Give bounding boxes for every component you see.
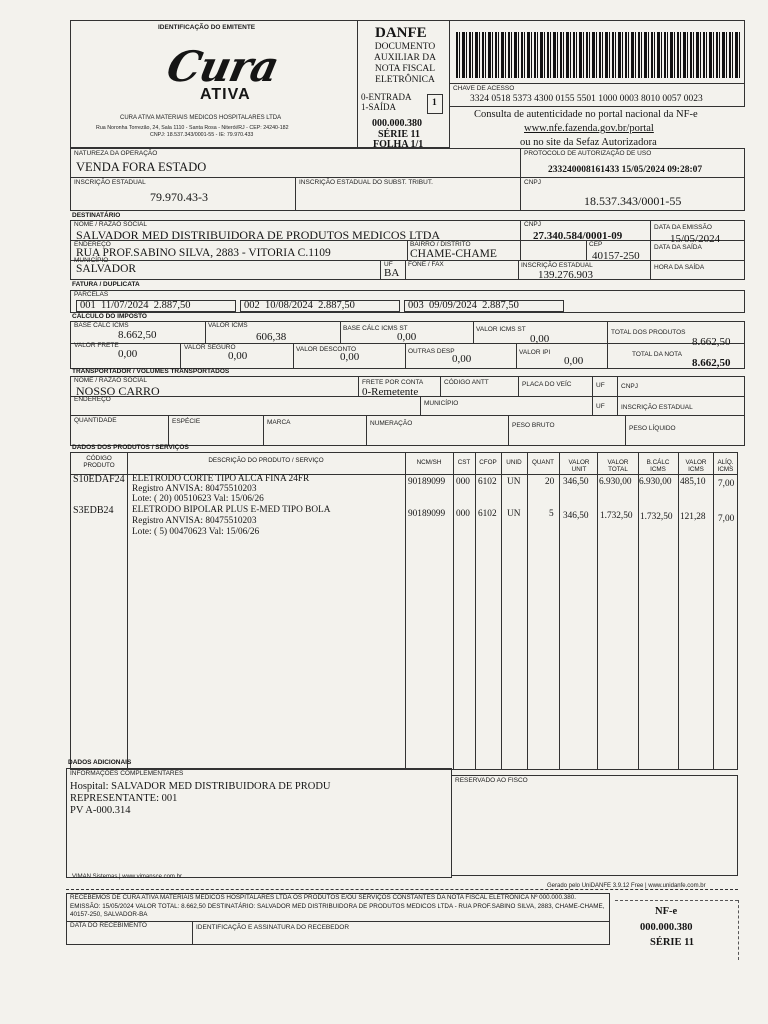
emitente-address: Rua Noronha Torrezão, 24, Sala 1110 - Santa Rosa - Niterói/RJ - CEP: 24240-182: [96, 125, 289, 131]
th-bc: B.CÁLC ICMS: [646, 459, 670, 473]
dest-municipio: SALVADOR: [76, 263, 137, 275]
valor-icms: 606,38: [256, 331, 287, 343]
desconto-label: VALOR DESCONTO: [296, 346, 357, 353]
danfe-numero: 000.000.380: [372, 118, 422, 129]
dest-uf: BA: [384, 267, 400, 279]
footer-right: Gerado pelo UniDANFE 3.9.12 Free | www.unidanfe.com.br: [547, 883, 706, 889]
info-line2: REPRESENTANTE: 001: [70, 793, 178, 804]
info-line3: PV A-000.314: [70, 805, 131, 816]
destinatario-section: DESTINATÁRIO: [72, 212, 121, 219]
cut-line-right: [615, 900, 738, 901]
transp-nome: NOSSO CARRO: [76, 384, 160, 398]
valor-icms-label: VALOR ICMS: [208, 322, 248, 329]
transp-cnpj-label: CNPJ: [621, 383, 638, 390]
danfe-title: DANFE: [375, 25, 427, 41]
row2-ncm: 90189099: [408, 509, 446, 519]
row2-un: UN: [507, 509, 521, 519]
row1-vtotal: 6.930,00: [599, 477, 632, 487]
row1-vicms: 485,10: [680, 477, 706, 487]
produtos-section: DADOS DOS PRODUTOS / SERVIÇOS: [72, 444, 189, 451]
row2-cfop: 6102: [478, 509, 497, 519]
natureza-label: NATUREZA DA OPERAÇÃO: [74, 150, 158, 157]
transp-antt-label: CÓDIGO ANTT: [444, 379, 489, 386]
row2-aliq: 7,00: [718, 514, 735, 524]
natureza-value: VENDA FORA ESTADO: [76, 160, 207, 174]
danfe-entrada: 0-ENTRADA: [361, 92, 412, 102]
canhoto-assinatura-label: IDENTIFICAÇÃO E ASSINATURA DO RECEBEDOR: [196, 924, 350, 931]
dest-mun-label: MUNICÍPIO: [74, 257, 109, 264]
parcela-2-text: 002 10/08/2024 2.887,50: [244, 300, 355, 311]
row1-cst: 000: [456, 477, 470, 487]
dest-emissao-label: DATA DA EMISSÃO: [654, 224, 712, 231]
dest-cep: 40157-250: [592, 250, 640, 262]
fisco-label: RESERVADO AO FISCO: [455, 777, 528, 784]
canhoto-nfe: NF-e: [655, 906, 678, 917]
danfe-folha: FOLHA 1/1: [373, 139, 424, 150]
cut-line: [66, 889, 738, 890]
row1-cfop: 6102: [478, 477, 497, 487]
dest-bairro-label: BAIRRO / DISTRITO: [410, 241, 471, 248]
row1-codigo: S10EDAF24: [73, 474, 125, 485]
fatura-section: FATURA / DUPLICATA: [72, 281, 140, 288]
imposto-section: CÁLCULO DO IMPOSTO: [72, 313, 147, 320]
chave-value: 3324 0518 5373 4300 0155 5501 1000 0003 8010 0057 0023: [470, 94, 703, 104]
base-icms-label: BASE CÁLC ICMS: [74, 322, 129, 329]
th-ncm: NCM/SH: [416, 459, 442, 466]
row2-lote: Lote: ( 5) 00470623 Val: 15/06/26: [132, 527, 260, 537]
dest-nome: SALVADOR MED DISTRIBUIDORA DE PRODUTOS MEDICOS LTDA: [76, 228, 441, 242]
danfe-saida: 1-SAÍDA: [361, 102, 396, 112]
dest-endereco: RUA PROF.SABINO SILVA, 2883 - VITORIA C.1109: [76, 247, 331, 259]
logo-script: Cura: [162, 42, 283, 91]
sefaz-text: ou no site da Sefaz Autorizadora: [520, 137, 657, 148]
th-cfop: CFOP: [479, 459, 497, 466]
row1-lote: Lote: ( 20) 00510623 Val: 15/06/26: [132, 494, 264, 504]
th-vtotal: VALOR TOTAL: [607, 459, 629, 473]
row1-vunit: 346,50: [563, 477, 589, 487]
transp-placa-label: PLACA DO VEÍC: [522, 381, 572, 388]
dest-hora-label: HORA DA SAÍDA: [654, 264, 705, 271]
emitente-name: CURA ATIVA MATERIAIS MEDICOS HOSPITALARES LTDA: [120, 115, 282, 121]
total-nota: 8.662,50: [692, 357, 731, 369]
canhoto-serie: SÉRIE 11: [650, 937, 695, 948]
canhoto-data-label: DATA DO RECEBIMENTO: [70, 922, 147, 929]
base-icms: 8.662,50: [118, 329, 157, 341]
dest-bairro: CHAME-CHAME: [410, 248, 497, 260]
total-nota-label: TOTAL DA NOTA: [632, 351, 682, 358]
th-cst: CST: [457, 459, 471, 466]
barcode-image: [456, 32, 740, 78]
portal-link[interactable]: www.nfe.fazenda.gov.br/portal: [524, 123, 654, 134]
ipi-label: VALOR IPI: [519, 349, 551, 356]
dest-ie-label: INSCRIÇÃO ESTADUAL: [521, 262, 593, 269]
cnpj-label: CNPJ: [524, 179, 541, 186]
row2-codigo: S3EDB24: [73, 505, 114, 516]
row1-ncm: 90189099: [408, 477, 446, 487]
danfe-subtitle: DOCUMENTO AUXILIAR DA NOTA FISCAL ELETRÔNICA: [373, 42, 436, 85]
chave-label: CHAVE DE ACESSO: [453, 85, 515, 92]
transp-marca-label: MARCA: [267, 419, 291, 426]
valor-st: 0,00: [530, 333, 550, 345]
info-line1: Hospital: SALVADOR MED DISTRIBUIDORA DE PRODU: [70, 781, 331, 792]
parcela-1-text: 001 11/07/2024 2.887,50: [80, 300, 191, 311]
transp-frete-label: FRETE POR CONTA: [362, 379, 424, 386]
cut-line-vertical: [738, 900, 739, 960]
transp-mun-label: MUNICÍPIO: [424, 400, 459, 407]
fisco-box: [451, 775, 738, 876]
ie-label: INSCRIÇÃO ESTADUAL: [74, 179, 146, 186]
cnpj-value: 18.537.343/0001-55: [584, 194, 682, 208]
row2-cst: 000: [456, 509, 470, 519]
th-vunit: VALOR UNIT: [568, 459, 590, 473]
protocolo-value: 233240008161433 15/05/2024 09:28:07: [548, 165, 703, 175]
row2-desc: ELETRODO BIPOLAR PLUS E-MED TIPO BOLA: [132, 505, 331, 515]
transp-end-label: ENDEREÇO: [74, 396, 111, 403]
danfe-serie: SÉRIE 11: [378, 129, 420, 140]
row1-qtd: 20: [545, 477, 555, 487]
transp-nome-label: NOME / RAZÃO SOCIAL: [74, 377, 147, 384]
tipo-value: 1: [432, 98, 437, 108]
base-st-label: BASE CÁLC ICMS ST: [343, 325, 408, 332]
dest-nome-label: NOME / RAZÃO SOCIAL: [74, 221, 147, 228]
info-label: INFORMAÇÕES COMPLEMENTARES: [70, 770, 184, 777]
cura-ativa-logo: [160, 42, 283, 108]
ipi-value: 0,00: [564, 355, 584, 367]
transp-especie-label: ESPÉCIE: [172, 418, 201, 425]
row1-aliq: 7,00: [718, 479, 735, 489]
base-st: 0,00: [397, 331, 417, 343]
ie-value: 79.970.43-3: [150, 190, 208, 204]
ie-st-label: INSCRIÇÃO ESTADUAL DO SUBST. TRIBUT.: [299, 179, 433, 186]
frete-value: 0,00: [118, 348, 138, 360]
th-unid: UNID: [506, 459, 522, 466]
transportador-section: TRANSPORTADOR / VOLUMES TRANSPORTADOS: [72, 368, 230, 375]
canhoto-text: RECEBEMOS DE CURA ATIVA MATERIAIS MEDICOS HOSPITALARES LTDA OS PRODUTOS E/OU SERVIÇOS CONSTANTES DA NOTA FISCAL ELETRÔNICA Nº 000.000.380. EMISSÃO: 15/05/2024 VALOR TOTAL: 8.662,50 DESTINATÁRIO: SALVADOR MED DISTRIBUIDORA DE PRODUTOS MEDICOS LTDA - RUA PROF.SABINO SILVA, 2883, CHAME-CHAME, 40157-250, SALVADOR-BA: [70, 894, 605, 918]
transp-uf-label: UF: [596, 382, 605, 389]
row2-bc: 1.732,50: [640, 512, 673, 522]
emitente-ids: CNPJ: 18.537.343/0001-55 - IE: 79.970.433: [150, 132, 254, 138]
dest-uf-label: UF: [384, 261, 393, 268]
protocolo-label: PROTOCOLO DE AUTORIZAÇÃO DE USO: [524, 150, 652, 157]
dest-ie: 139.276.903: [538, 269, 593, 281]
th-codigo: CÓDIGO PRODUTO: [83, 455, 115, 469]
transp-qtd-label: QUANTIDADE: [74, 417, 117, 424]
transp-frete: 0-Remetente: [362, 386, 419, 398]
outras-value: 0,00: [452, 353, 472, 365]
row1-desc: ELETRODO CORTE TIPO ALCA FINA 24FR: [132, 474, 310, 484]
row1-un: UN: [507, 477, 521, 487]
valor-st-label: VALOR ICMS ST: [476, 326, 526, 333]
row1-reg: Registro ANVISA: 80475510203: [132, 484, 257, 494]
dest-emissao: 15/05/2024: [670, 233, 721, 245]
adicionais-section: DADOS ADICIONAIS: [68, 759, 132, 766]
parcela-3-text: 003 09/09/2024 2.887,50: [408, 300, 519, 311]
total-prod-label: TOTAL DOS PRODUTOS: [611, 329, 686, 336]
transp-pesob-label: PESO BRUTO: [512, 422, 555, 429]
parcelas-label: PARCELAS: [74, 291, 109, 298]
desconto-value: 0,00: [340, 351, 360, 363]
footer-left: VIMAN Sistemas | www.vimansce.com.br: [72, 874, 182, 880]
outras-label: OUTRAS DESP: [408, 348, 455, 355]
dest-cep-label: CEP: [589, 241, 603, 248]
dest-saida-label: DATA DA SAÍDA: [654, 244, 702, 251]
dest-cnpj-label: CNPJ: [524, 221, 541, 228]
transp-pesol-label: PESO LÍQUIDO: [629, 425, 676, 432]
frete-label: VALOR FRETE: [74, 342, 119, 349]
emitente-header: IDENTIFICAÇÃO DO EMITENTE: [158, 24, 256, 31]
row1-bc: 6.930,00: [639, 477, 672, 487]
row2-vicms: 121,28: [680, 512, 706, 522]
th-descricao: DESCRIÇÃO DO PRODUTO / SERVIÇO: [208, 457, 324, 464]
th-quant: QUANT: [531, 459, 555, 466]
th-aliq: ALÍQ. ICMS: [717, 459, 734, 473]
transp-ie-label: INSCRIÇÃO ESTADUAL: [621, 404, 693, 411]
transp-uf2-label: UF: [596, 403, 605, 410]
total-prod: 8.662,50: [692, 336, 731, 348]
dest-cnpj: 27.340.584/0001-09: [533, 230, 623, 242]
consulta-text: Consulta de autenticidade no portal nacional da NF-e: [474, 109, 698, 120]
row2-reg: Registro ANVISA: 80475510203: [132, 516, 257, 526]
canhoto-numero: 000.000.380: [640, 922, 693, 933]
transp-numeracao-label: NUMERAÇÃO: [370, 420, 413, 427]
th-vicms: VALOR ICMS: [685, 459, 707, 473]
row2-vtotal: 1.732,50: [600, 511, 633, 521]
seguro-value: 0,00: [228, 350, 248, 362]
dest-fone-label: FONE / FAX: [408, 261, 444, 268]
row2-vunit: 346,50: [563, 511, 589, 521]
seguro-label: VALOR SEGURO: [184, 344, 236, 351]
dest-end-label: ENDEREÇO: [74, 241, 111, 248]
logo-ativa: ATIVA: [200, 86, 251, 103]
row2-qtd: 5: [549, 509, 554, 519]
